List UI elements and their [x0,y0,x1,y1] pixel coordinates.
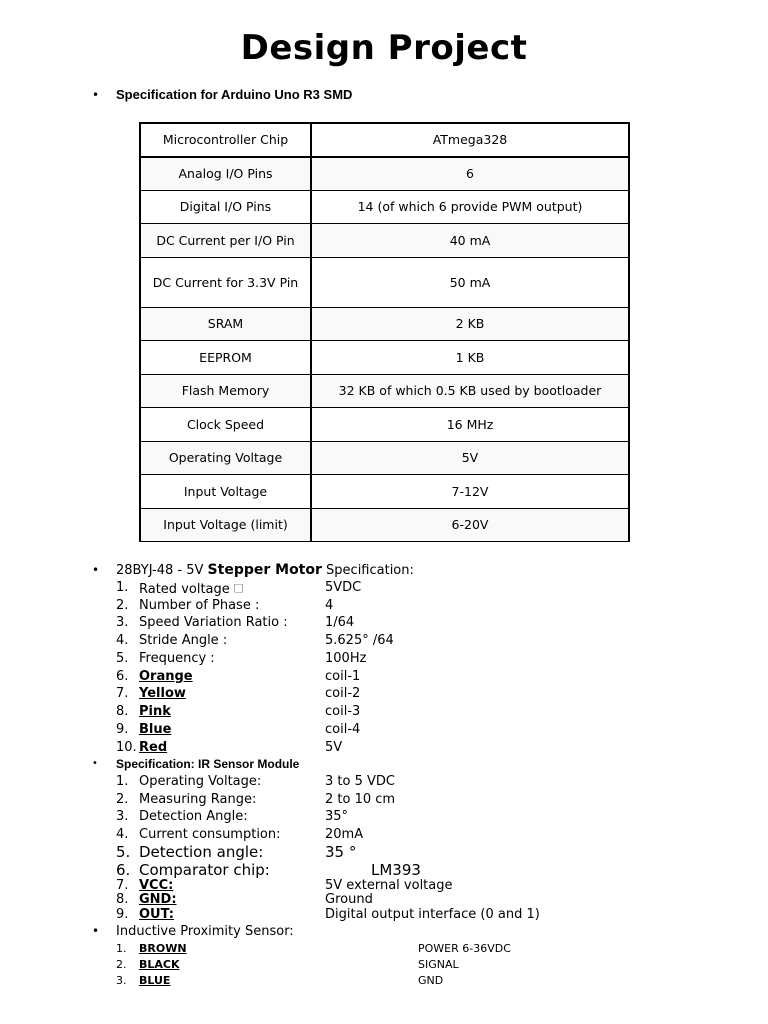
table-row [140,257,629,307]
spec-label: Analog I/O Pins [140,157,311,191]
item-number: 7. [116,878,129,893]
table-row [140,224,629,258]
table-row [140,475,629,509]
table-row [140,307,629,341]
item-number: 3. [116,809,129,824]
item-number: 4. [116,633,129,648]
item-label: Speed Variation Ratio : [139,615,288,630]
table-row [140,157,629,191]
spec-value: 16 MHz [311,408,629,442]
item-number: 2. [116,598,129,613]
bullet-marker: • [92,88,100,102]
item-label: Yellow [139,686,186,701]
spec-label: Input Voltage [140,475,311,509]
page-title: Design Project [240,28,528,68]
item-number: 9. [116,907,129,922]
item-label: Blue [139,722,172,737]
item-value: 2 to 10 cm [325,792,396,807]
item-value: 4 [325,598,334,613]
item-label: Pink [139,704,171,719]
item-number: 7. [116,686,129,701]
item-label: Rated voltage 🗆 [139,582,244,597]
item-value: 1/64 [325,615,355,630]
table-row [140,374,629,408]
item-label: Detection Angle: [139,809,248,824]
ir-sensor-heading: Specification: IR Sensor Module [116,757,300,771]
stepper-motor-heading [116,562,414,578]
item-number: 9. [116,722,129,737]
item-value: coil-1 [325,669,361,684]
item-number: 5. [116,651,129,666]
arduino-spec-heading: Specification for Arduino Uno R3 SMD [116,87,353,102]
item-number: 3. [116,974,127,987]
item-label: OUT: [139,907,174,922]
item-label: Red [139,740,168,755]
arduino-spec-table [139,122,630,542]
item-label: Operating Voltage: [139,774,262,789]
spec-label: EEPROM [140,341,311,375]
item-value: 5.625° /64 [325,633,394,648]
item-value: coil-4 [325,722,361,737]
table-row [140,341,629,375]
spec-label: Digital I/O Pins [140,190,311,224]
heading-bold: Stepper Motor [207,562,322,578]
spec-value: 2 KB [311,307,629,341]
item-value: coil-2 [325,686,361,701]
table-row [140,123,629,157]
item-value: coil-3 [325,704,361,719]
bullet-marker: • [92,758,98,769]
bullet-marker: • [92,924,100,938]
item-value: 35 ° [325,843,357,861]
item-value: POWER 6-36VDC [418,942,511,955]
item-value: 35° [325,809,349,824]
spec-label: Microcontroller Chip [140,123,311,157]
item-number: 2. [116,792,129,807]
spec-label: Flash Memory [140,374,311,408]
item-value: 5VDC [325,580,362,595]
inductive-sensor-heading: Inductive Proximity Sensor: [116,924,294,939]
item-number: 1. [116,774,129,789]
spec-label: SRAM [140,307,311,341]
item-label: BLUE [139,974,171,987]
item-value: Digital output interface (0 and 1) [325,907,540,922]
spec-label: Operating Voltage [140,441,311,475]
item-number: 8. [116,892,129,907]
item-label: VCC: [139,878,174,893]
item-label: Stride Angle : [139,633,228,648]
item-number: 3. [116,615,129,630]
spec-value: 14 (of which 6 provide PWM output) [311,190,629,224]
item-number: 1. [116,580,129,595]
item-label: Frequency : [139,651,215,666]
heading-prefix: 28BYJ-48 - 5V [116,563,208,578]
item-value: 5V [325,740,343,755]
item-label: Detection angle: [139,843,264,861]
item-label: GND: [139,892,177,907]
spec-value: 1 KB [311,341,629,375]
item-number: 6. [116,669,129,684]
item-number: 1. [116,942,127,955]
item-label: Orange [139,669,193,684]
spec-value: 6 [311,157,629,191]
item-number: 4. [116,827,129,842]
item-number: 5. [116,843,131,861]
item-label: BLACK [139,958,180,971]
item-number: 10. [116,740,137,755]
item-label: Number of Phase : [139,598,260,613]
item-value: 5V external voltage [325,878,453,893]
item-value: 20mA [325,827,364,842]
spec-value: 7-12V [311,475,629,509]
spec-label: DC Current for 3.3V Pin [140,257,311,307]
item-label: Measuring Range: [139,792,257,807]
table-row [140,190,629,224]
spec-value: 5V [311,441,629,475]
item-number: 6. [116,861,131,879]
item-label: Comparator chip: [139,861,270,879]
bullet-marker: • [92,563,100,577]
spec-label: DC Current per I/O Pin [140,224,311,258]
item-label: BROWN [139,942,187,955]
item-value: 100Hz [325,651,367,666]
table-row [140,408,629,442]
item-value: Ground [325,892,373,907]
spec-value: 50 mA [311,257,629,307]
spec-value: 40 mA [311,224,629,258]
item-value: LM393 [371,861,421,879]
item-value: 3 to 5 VDC [325,774,395,789]
table-row [140,508,629,542]
item-label: Current consumption: [139,827,281,842]
item-number: 8. [116,704,129,719]
item-value: SIGNAL [418,958,459,971]
spec-label: Input Voltage (limit) [140,508,311,542]
spec-value: ATmega328 [311,123,629,157]
heading-suffix: Specification: [321,563,414,578]
item-number: 2. [116,958,127,971]
table-row [140,441,629,475]
spec-value: 6-20V [311,508,629,542]
spec-value: 32 KB of which 0.5 KB used by bootloader [311,374,629,408]
item-value: GND [418,974,444,987]
spec-label: Clock Speed [140,408,311,442]
